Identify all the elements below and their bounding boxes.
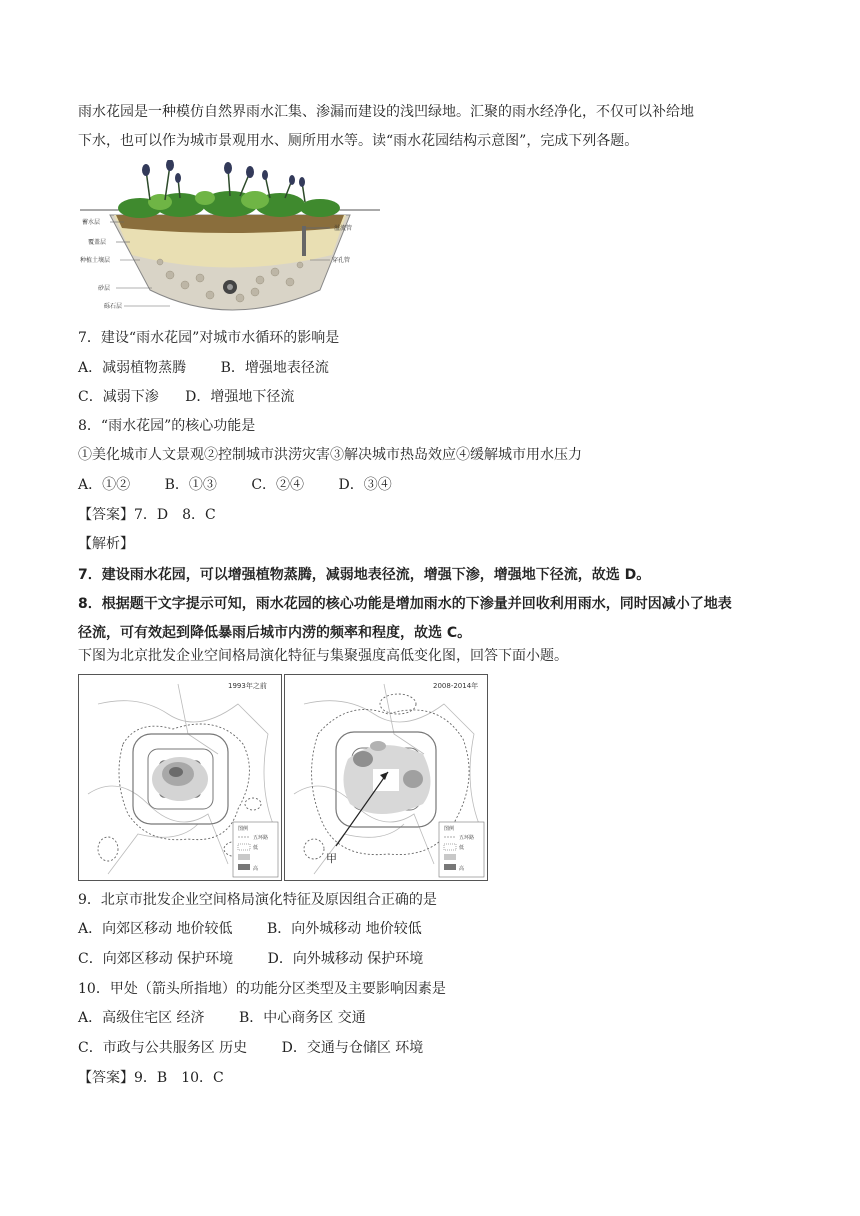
q8-option-a[interactable]: A．①② — [78, 477, 131, 493]
analysis-7: 7．建设雨水花园，可以增强植物蒸腾，减弱地表径流，增强下渗，增强地下径流，故选 D。 — [78, 567, 651, 583]
q7-option-d[interactable]: D．增强地下径流 — [185, 389, 295, 405]
q10-option-d[interactable]: D．交通与仓储区 环境 — [281, 1040, 424, 1056]
label-soil-layer: 种植土壤层 — [80, 257, 111, 264]
q7-option-b[interactable]: B．增强地表径流 — [220, 360, 329, 376]
q10-stem: 10．甲处（箭头所指地）的功能分区类型及主要影响因素是 — [78, 981, 446, 997]
q10-option-b[interactable]: B．中心商务区 交通 — [239, 1010, 366, 1026]
intro-line-1: 雨水花园是一种模仿自然界雨水汇集、渗漏而建设的浅凹绿地。汇聚的雨水经净化，不仅可以补给地 — [78, 104, 694, 120]
q9-option-a[interactable]: A．向郊区移动 地价较低 — [78, 921, 233, 937]
map-right-legend-ring: 五环路 — [459, 835, 475, 841]
q10-option-a[interactable]: A．高级住宅区 经济 — [78, 1010, 205, 1026]
q8-option-d[interactable]: D．③④ — [338, 477, 392, 493]
q7-options-row-1 — [78, 359, 329, 377]
analysis-8-line-2: 径流，可有效起到降低暴雨后城市内涝的频率和程度，故选 C。 — [78, 625, 472, 641]
intro-2: 下图为北京批发企业空间格局演化特征与集聚强度高低变化图，回答下面小题。 — [78, 648, 568, 664]
arrow-label-jia: 甲 — [326, 852, 337, 865]
label-cover-layer: 覆盖层 — [88, 239, 107, 246]
beijing-wholesale-maps — [78, 674, 488, 882]
map-left-legend-ring: 五环路 — [253, 835, 269, 841]
map-left-legend-high: 高 — [253, 866, 259, 872]
analysis-8-line-1: 8．根据题干文字提示可知，雨水花园的核心功能是增加雨水的下渗量并回收利用雨水，同时因减小了地表 — [78, 596, 732, 612]
q9-option-b[interactable]: B．向外城移动 地价较低 — [267, 921, 422, 937]
map-right-title: 2008-2014年 — [433, 682, 479, 690]
analysis-label: 【解析】 — [78, 536, 134, 552]
map-right-legend-title: 图例 — [444, 826, 455, 832]
q8-options-row — [78, 476, 392, 494]
q10-options-row-2 — [78, 1039, 423, 1057]
label-overflow-pipe: 溢流管 — [334, 225, 353, 232]
map-right-legend-low: 低 — [459, 845, 465, 851]
q8-items: ①美化城市人文景观②控制城市洪涝灾害③解决城市热岛效应④缓解城市用水压力 — [78, 447, 582, 463]
map-panel-2008-2014 — [285, 675, 488, 881]
q8-option-b[interactable]: B．①③ — [164, 477, 217, 493]
q8-stem: 8．“雨水花园”的核心功能是 — [78, 418, 256, 434]
rain-garden-diagram — [80, 160, 380, 318]
q9-option-c[interactable]: C．向郊区移动 保护环境 — [78, 951, 234, 967]
q10-options-row-1 — [78, 1009, 366, 1027]
q7-option-a[interactable]: A．减弱植物蒸腾 — [78, 360, 187, 376]
map-panel-before-1993 — [79, 675, 282, 881]
label-storage-layer: 蓄水层 — [82, 219, 101, 226]
q7-options-row-2 — [78, 388, 294, 406]
label-perforated-pipe: 穿孔管 — [332, 257, 351, 264]
q9-option-d[interactable]: D．向外城移动 保护环境 — [267, 951, 424, 967]
answer-9-10: 【答案】9．B 10．C — [78, 1070, 224, 1086]
map-left-legend-title: 图例 — [238, 826, 249, 832]
q9-options-row-2 — [78, 950, 423, 968]
label-sand-layer: 砂层 — [98, 285, 111, 292]
map-right-legend-high: 高 — [459, 866, 465, 872]
q7-option-c[interactable]: C．减弱下渗 — [78, 389, 159, 405]
label-gravel-layer: 砾石层 — [104, 303, 123, 310]
q8-option-c[interactable]: C．②④ — [251, 477, 305, 493]
q9-options-row-1 — [78, 920, 422, 938]
q9-stem: 9．北京市批发企业空间格局演化特征及原因组合正确的是 — [78, 892, 437, 908]
map-left-legend-low: 低 — [253, 845, 259, 851]
answer-7-8: 【答案】7．D 8．C — [78, 507, 216, 523]
intro-line-2: 下水，也可以作为城市景观用水、厕所用水等。读“雨水花园结构示意图”，完成下列各题。 — [78, 133, 639, 149]
q10-option-c[interactable]: C．市政与公共服务区 历史 — [78, 1040, 248, 1056]
q7-stem: 7．建设“雨水花园”对城市水循环的影响是 — [78, 330, 340, 346]
map-left-title: 1993年之前 — [228, 682, 267, 690]
